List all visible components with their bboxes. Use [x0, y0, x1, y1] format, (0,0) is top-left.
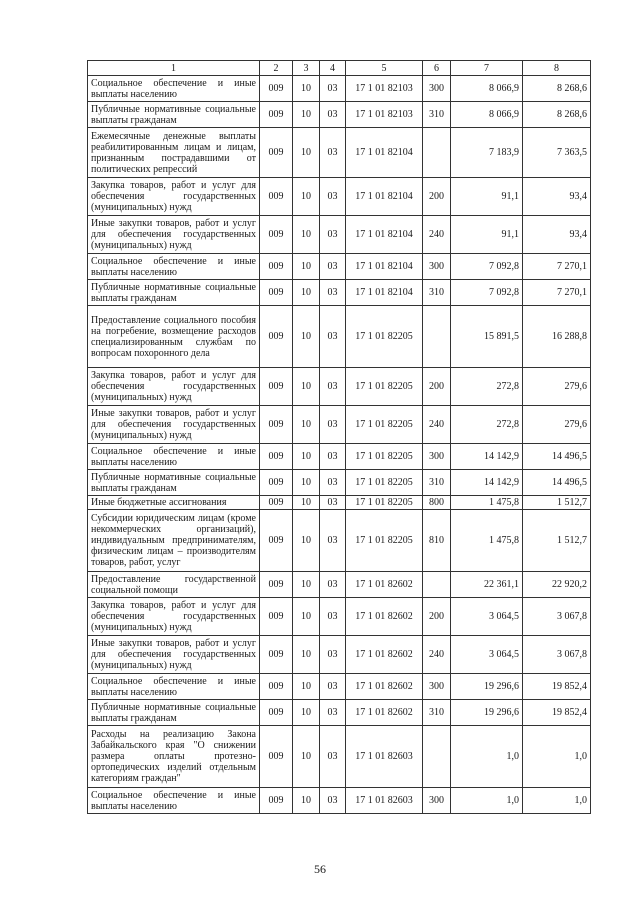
row-name: Закупка товаров, работ и услуг для обеспечения государственных (муниципальных) нужд	[88, 598, 260, 636]
expense-type-code: 240	[423, 636, 451, 674]
expense-type-code	[423, 306, 451, 368]
target-article-code: 17 1 01 82104	[346, 178, 423, 216]
table-row	[88, 280, 591, 306]
amount-year-2: 1 512,7	[523, 496, 591, 510]
row-name: Публичные нормативные социальные выплаты гражданам	[88, 470, 260, 496]
section-code: 10	[293, 674, 320, 700]
row-name: Иные закупки товаров, работ и услуг для обеспечения государственных (муниципальных) нужд	[88, 636, 260, 674]
amount-year-2: 8 268,6	[523, 102, 591, 128]
admin-code: 009	[260, 306, 293, 368]
amount-year-2: 3 067,8	[523, 598, 591, 636]
target-article-code: 17 1 01 82205	[346, 368, 423, 406]
expense-type-code: 200	[423, 368, 451, 406]
subsection-code: 03	[320, 444, 346, 470]
header-row	[88, 61, 591, 76]
table-row	[88, 674, 591, 700]
table-row	[88, 700, 591, 726]
section-code: 10	[293, 598, 320, 636]
row-name: Закупка товаров, работ и услуг для обеспечения государственных (муниципальных) нужд	[88, 178, 260, 216]
amount-year-1: 1,0	[451, 726, 523, 788]
amount-year-1: 15 891,5	[451, 306, 523, 368]
amount-year-1: 3 064,5	[451, 598, 523, 636]
amount-year-1: 8 066,9	[451, 76, 523, 102]
expense-type-code: 310	[423, 280, 451, 306]
amount-year-2: 14 496,5	[523, 470, 591, 496]
subsection-code: 03	[320, 636, 346, 674]
target-article-code: 17 1 01 82602	[346, 598, 423, 636]
table-row	[88, 368, 591, 406]
subsection-code: 03	[320, 726, 346, 788]
amount-year-1: 22 361,1	[451, 572, 523, 598]
subsection-code: 03	[320, 102, 346, 128]
amount-year-2: 3 067,8	[523, 636, 591, 674]
subsection-code: 03	[320, 254, 346, 280]
target-article-code: 17 1 01 82602	[346, 674, 423, 700]
amount-year-1: 19 296,6	[451, 700, 523, 726]
amount-year-1: 272,8	[451, 406, 523, 444]
row-name: Социальное обеспечение и иные выплаты населению	[88, 674, 260, 700]
target-article-code: 17 1 01 82205	[346, 496, 423, 510]
row-name: Иные закупки товаров, работ и услуг для обеспечения государственных (муниципальных) нужд	[88, 216, 260, 254]
target-article-code: 17 1 01 82603	[346, 726, 423, 788]
amount-year-2: 19 852,4	[523, 674, 591, 700]
target-article-code: 17 1 01 82602	[346, 636, 423, 674]
admin-code: 009	[260, 102, 293, 128]
admin-code: 009	[260, 406, 293, 444]
subsection-code: 03	[320, 700, 346, 726]
table-row	[88, 470, 591, 496]
amount-year-1: 7 183,9	[451, 128, 523, 178]
amount-year-2: 93,4	[523, 178, 591, 216]
row-name: Ежемесячные денежные выплаты реабилитированным лицам и лицам, признанным пострадавшими от политических репрессий	[88, 128, 260, 178]
section-code: 10	[293, 280, 320, 306]
expense-type-code: 810	[423, 510, 451, 572]
subsection-code: 03	[320, 788, 346, 814]
section-code: 10	[293, 700, 320, 726]
amount-year-2: 7 270,1	[523, 254, 591, 280]
admin-code: 009	[260, 76, 293, 102]
section-code: 10	[293, 76, 320, 102]
admin-code: 009	[260, 726, 293, 788]
target-article-code: 17 1 01 82104	[346, 128, 423, 178]
section-code: 10	[293, 788, 320, 814]
amount-year-1: 8 066,9	[451, 102, 523, 128]
section-code: 10	[293, 572, 320, 598]
section-code: 10	[293, 406, 320, 444]
table-row	[88, 788, 591, 814]
row-name: Социальное обеспечение и иные выплаты населению	[88, 444, 260, 470]
amount-year-2: 1 512,7	[523, 510, 591, 572]
section-code: 10	[293, 368, 320, 406]
admin-code: 009	[260, 216, 293, 254]
table-row	[88, 178, 591, 216]
admin-code: 009	[260, 368, 293, 406]
table-row	[88, 216, 591, 254]
expense-type-code	[423, 128, 451, 178]
section-code: 10	[293, 102, 320, 128]
target-article-code: 17 1 01 82205	[346, 306, 423, 368]
table-row	[88, 306, 591, 368]
target-article-code: 17 1 01 82205	[346, 470, 423, 496]
table-row	[88, 444, 591, 470]
row-name: Иные бюджетные ассигнования	[88, 496, 260, 510]
admin-code: 009	[260, 510, 293, 572]
column-header: 8	[523, 61, 591, 76]
target-article-code: 17 1 01 82602	[346, 572, 423, 598]
amount-year-2: 1,0	[523, 788, 591, 814]
row-name: Социальное обеспечение и иные выплаты населению	[88, 254, 260, 280]
admin-code: 009	[260, 470, 293, 496]
target-article-code: 17 1 01 82103	[346, 76, 423, 102]
row-name: Расходы на реализацию Закона Забайкальского края "О снижении размера оплаты протезно-ортопедических изделий отдельным категориям граждан"	[88, 726, 260, 788]
admin-code: 009	[260, 572, 293, 598]
table-row	[88, 636, 591, 674]
amount-year-1: 14 142,9	[451, 444, 523, 470]
row-name: Иные закупки товаров, работ и услуг для обеспечения государственных (муниципальных) нужд	[88, 406, 260, 444]
expense-type-code: 310	[423, 102, 451, 128]
amount-year-1: 19 296,6	[451, 674, 523, 700]
amount-year-2: 19 852,4	[523, 700, 591, 726]
amount-year-1: 91,1	[451, 216, 523, 254]
subsection-code: 03	[320, 510, 346, 572]
amount-year-1: 7 092,8	[451, 254, 523, 280]
row-name: Предоставление государственной социальной помощи	[88, 572, 260, 598]
admin-code: 009	[260, 674, 293, 700]
target-article-code: 17 1 01 82205	[346, 510, 423, 572]
target-article-code: 17 1 01 82104	[346, 280, 423, 306]
admin-code: 009	[260, 496, 293, 510]
admin-code: 009	[260, 700, 293, 726]
section-code: 10	[293, 178, 320, 216]
target-article-code: 17 1 01 82103	[346, 102, 423, 128]
expense-type-code	[423, 726, 451, 788]
column-header: 4	[320, 61, 346, 76]
amount-year-2: 7 363,5	[523, 128, 591, 178]
subsection-code: 03	[320, 406, 346, 444]
admin-code: 009	[260, 444, 293, 470]
amount-year-1: 91,1	[451, 178, 523, 216]
column-header: 7	[451, 61, 523, 76]
column-header: 5	[346, 61, 423, 76]
expense-type-code	[423, 572, 451, 598]
section-code: 10	[293, 470, 320, 496]
table-row	[88, 254, 591, 280]
column-header: 2	[260, 61, 293, 76]
section-code: 10	[293, 726, 320, 788]
amount-year-1: 7 092,8	[451, 280, 523, 306]
target-article-code: 17 1 01 82205	[346, 406, 423, 444]
row-name: Публичные нормативные социальные выплаты гражданам	[88, 102, 260, 128]
amount-year-2: 7 270,1	[523, 280, 591, 306]
target-article-code: 17 1 01 82602	[346, 700, 423, 726]
expense-type-code: 300	[423, 674, 451, 700]
expense-type-code: 200	[423, 178, 451, 216]
amount-year-2: 279,6	[523, 368, 591, 406]
budget-table	[87, 60, 591, 814]
table-row	[88, 510, 591, 572]
column-header: 3	[293, 61, 320, 76]
subsection-code: 03	[320, 572, 346, 598]
expense-type-code: 240	[423, 216, 451, 254]
amount-year-2: 1,0	[523, 726, 591, 788]
table-body	[88, 61, 591, 814]
subsection-code: 03	[320, 178, 346, 216]
target-article-code: 17 1 01 82603	[346, 788, 423, 814]
subsection-code: 03	[320, 470, 346, 496]
amount-year-2: 22 920,2	[523, 572, 591, 598]
row-name: Предоставление социального пособия на погребение, возмещение расходов специализированным службам по вопросам похоронного дела	[88, 306, 260, 368]
admin-code: 009	[260, 280, 293, 306]
amount-year-1: 3 064,5	[451, 636, 523, 674]
subsection-code: 03	[320, 76, 346, 102]
amount-year-1: 1 475,8	[451, 510, 523, 572]
expense-type-code: 300	[423, 788, 451, 814]
row-name: Социальное обеспечение и иные выплаты населению	[88, 788, 260, 814]
page-number: 56	[314, 862, 326, 876]
amount-year-2: 93,4	[523, 216, 591, 254]
row-name: Публичные нормативные социальные выплаты гражданам	[88, 280, 260, 306]
table-row	[88, 572, 591, 598]
table-row	[88, 598, 591, 636]
amount-year-2: 16 288,8	[523, 306, 591, 368]
amount-year-1: 1 475,8	[451, 496, 523, 510]
admin-code: 009	[260, 254, 293, 280]
expense-type-code: 240	[423, 406, 451, 444]
table-row	[88, 726, 591, 788]
subsection-code: 03	[320, 306, 346, 368]
table-row	[88, 102, 591, 128]
subsection-code: 03	[320, 496, 346, 510]
subsection-code: 03	[320, 598, 346, 636]
subsection-code: 03	[320, 280, 346, 306]
row-name: Закупка товаров, работ и услуг для обеспечения государственных (муниципальных) нужд	[88, 368, 260, 406]
table-row	[88, 406, 591, 444]
section-code: 10	[293, 216, 320, 254]
target-article-code: 17 1 01 82104	[346, 216, 423, 254]
section-code: 10	[293, 444, 320, 470]
amount-year-1: 272,8	[451, 368, 523, 406]
admin-code: 009	[260, 178, 293, 216]
section-code: 10	[293, 128, 320, 178]
amount-year-1: 1,0	[451, 788, 523, 814]
expense-type-code: 310	[423, 700, 451, 726]
amount-year-2: 8 268,6	[523, 76, 591, 102]
table-row	[88, 496, 591, 510]
expense-type-code: 200	[423, 598, 451, 636]
amount-year-2: 279,6	[523, 406, 591, 444]
column-header: 6	[423, 61, 451, 76]
admin-code: 009	[260, 128, 293, 178]
column-header: 1	[88, 61, 260, 76]
expense-type-code: 300	[423, 76, 451, 102]
admin-code: 009	[260, 598, 293, 636]
table-row	[88, 128, 591, 178]
expense-type-code: 300	[423, 444, 451, 470]
amount-year-2: 14 496,5	[523, 444, 591, 470]
target-article-code: 17 1 01 82205	[346, 444, 423, 470]
row-name: Публичные нормативные социальные выплаты гражданам	[88, 700, 260, 726]
admin-code: 009	[260, 788, 293, 814]
target-article-code: 17 1 01 82104	[346, 254, 423, 280]
section-code: 10	[293, 636, 320, 674]
row-name: Субсидии юридическим лицам (кроме некоммерческих организаций), индивидуальным предпринимателям, физическим лицам – производителям товаров, работ, услуг	[88, 510, 260, 572]
row-name: Социальное обеспечение и иные выплаты населению	[88, 76, 260, 102]
expense-type-code: 300	[423, 254, 451, 280]
admin-code: 009	[260, 636, 293, 674]
section-code: 10	[293, 306, 320, 368]
amount-year-1: 14 142,9	[451, 470, 523, 496]
table-row	[88, 76, 591, 102]
section-code: 10	[293, 510, 320, 572]
subsection-code: 03	[320, 368, 346, 406]
subsection-code: 03	[320, 674, 346, 700]
expense-type-code: 310	[423, 470, 451, 496]
expense-type-code: 800	[423, 496, 451, 510]
subsection-code: 03	[320, 216, 346, 254]
section-code: 10	[293, 254, 320, 280]
subsection-code: 03	[320, 128, 346, 178]
section-code: 10	[293, 496, 320, 510]
